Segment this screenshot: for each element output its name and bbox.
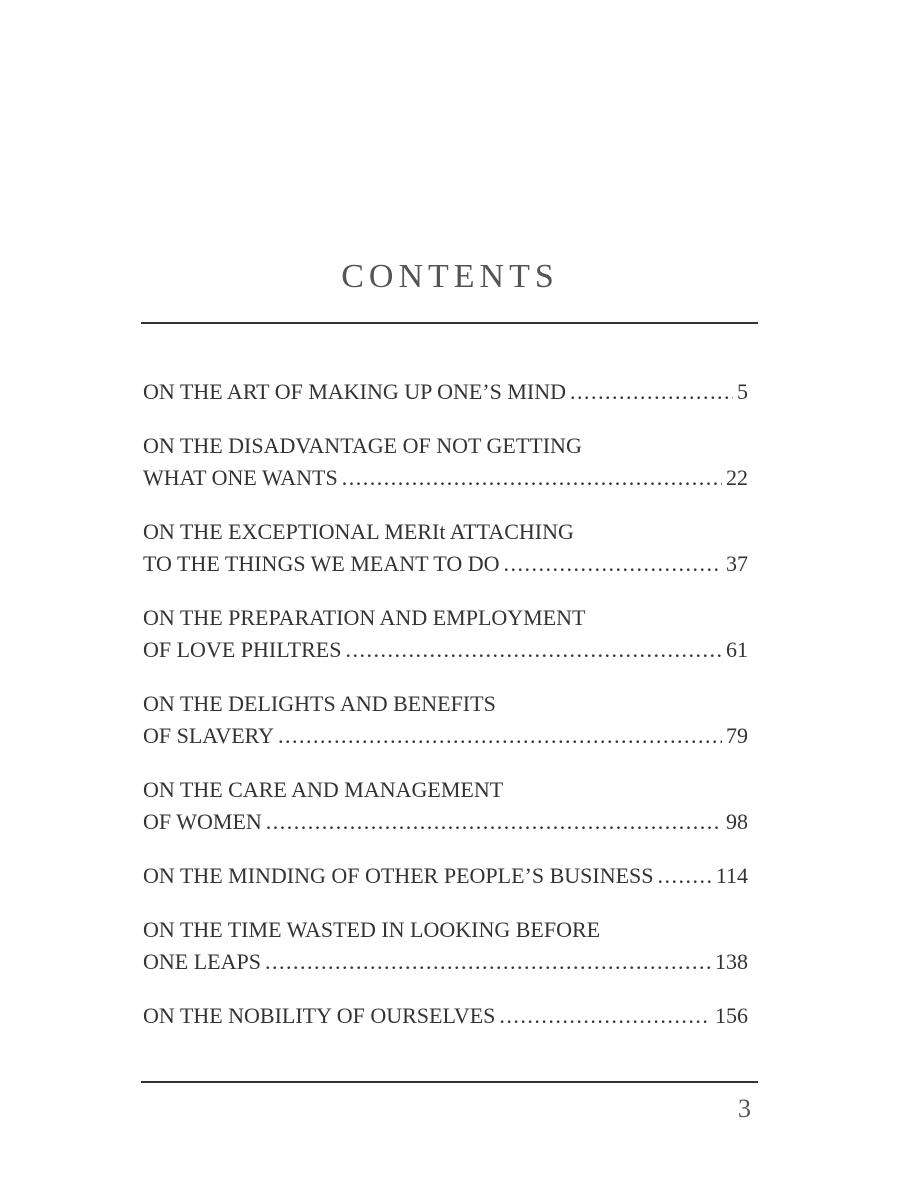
toc-entry-page: 37 xyxy=(726,551,748,576)
toc-entry-title: ON THE ART OF MAKING UP ONE’S MIND xyxy=(143,379,567,404)
toc-entry xyxy=(143,516,748,580)
toc-entry-title: ON THE DELIGHTS AND BENEFITS xyxy=(143,691,496,716)
toc-entry xyxy=(143,860,748,892)
toc-entry-title: ON THE PREPARATION AND EMPLOYMENT xyxy=(143,605,586,630)
dot-leader xyxy=(278,720,722,752)
toc-entry-title-continued: WHAT ONE WANTS xyxy=(143,465,338,490)
page-title: CONTENTS xyxy=(341,258,559,295)
toc-entry-title: ON THE DISADVANTAGE OF NOT GETTING xyxy=(143,433,582,458)
toc-entry-title: ON THE NOBILITY OF OURSELVES xyxy=(143,1003,496,1028)
toc-entry-title: ON THE CARE AND MANAGEMENT xyxy=(143,777,504,802)
toc-entry-page: 5 xyxy=(737,379,748,404)
toc-entry-title-continued: ONE LEAPS xyxy=(143,949,261,974)
toc-entry xyxy=(143,774,748,838)
top-divider xyxy=(141,322,758,324)
table-of-contents xyxy=(143,376,748,1054)
dot-leader xyxy=(266,806,722,838)
toc-entry-title: ON THE EXCEPTIONAL MERIt ATTACHING xyxy=(143,519,574,544)
toc-entry-title: ON THE MINDING OF OTHER PEOPLE’S BUSINESS xyxy=(143,863,654,888)
toc-entry-title-continued: TO THE THINGS WE MEANT TO DO xyxy=(143,551,500,576)
toc-entry-title-continued: OF WOMEN xyxy=(143,809,262,834)
dot-leader xyxy=(570,376,733,408)
dot-leader xyxy=(504,548,723,580)
dot-leader xyxy=(342,462,722,494)
toc-entry xyxy=(143,602,748,666)
dot-leader xyxy=(499,1000,711,1032)
page-number: 3 xyxy=(738,1094,751,1123)
toc-entry-page: 22 xyxy=(726,465,748,490)
dot-leader xyxy=(265,946,711,978)
toc-entry-page: 98 xyxy=(726,809,748,834)
toc-entry xyxy=(143,914,748,978)
toc-entry-title-continued: OF LOVE PHILTRES xyxy=(143,637,342,662)
toc-entry-title-continued: OF SLAVERY xyxy=(143,723,275,748)
toc-entry-page: 61 xyxy=(726,637,748,662)
dot-leader xyxy=(658,860,712,892)
toc-entry xyxy=(143,688,748,752)
toc-entry-page: 156 xyxy=(715,1003,748,1028)
toc-entry xyxy=(143,430,748,494)
toc-entry-page: 79 xyxy=(726,723,748,748)
toc-entry-page: 114 xyxy=(715,863,748,888)
toc-entry xyxy=(143,376,748,408)
bottom-divider xyxy=(141,1081,758,1083)
dot-leader xyxy=(345,634,722,666)
toc-entry-title: ON THE TIME WASTED IN LOOKING BEFORE xyxy=(143,917,601,942)
toc-entry-page: 138 xyxy=(715,949,748,974)
toc-entry xyxy=(143,1000,748,1032)
